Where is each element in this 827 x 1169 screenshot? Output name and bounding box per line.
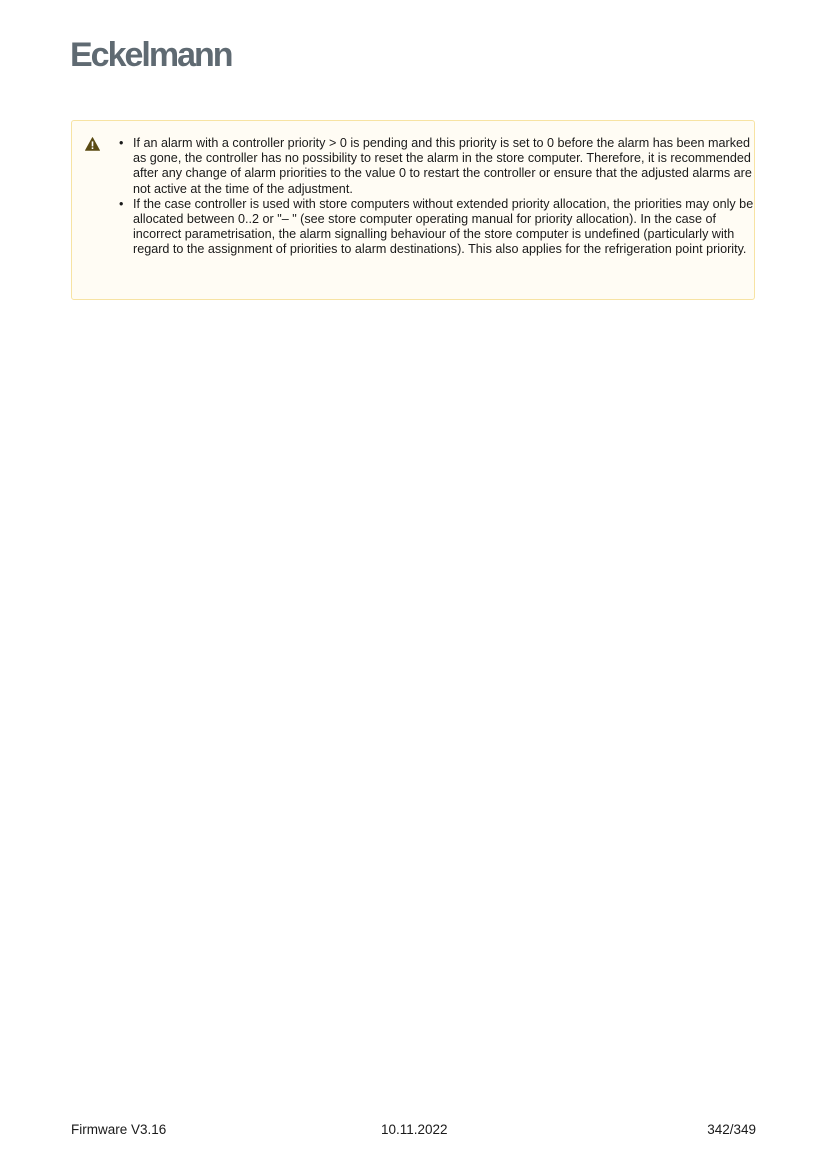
footer-date: 10.11.2022 [381,1122,448,1137]
warning-triangle-icon [85,137,100,151]
warning-text: If an alarm with a controller priority > 0 is pending and this priority is set to 0 before the alarm has been marked as gone, the controller has no possibility to reset the alarm in the store computer. Therefore, it is recommended after any change of alarm priorities to the value 0 to restart the controller or ensure that the adjusted alarms are not active at the time of the adjustment. [133,136,752,196]
bullet: • [119,196,124,211]
bullet: • [119,136,124,150]
warning-callout [71,120,755,300]
warning-text: If the case controller is used with store computers without extended priority allocation, the priorities may only be allocated between 0..2 or "– " (see store computer operating manual for priority allocation). In the case of incorrect parametrisation, the alarm signalling behaviour of the store computer is undefined (particularly with regard to the assignment of priorities to alarm destinations). This also applies for the refrigeration point priority. [133,196,754,257]
warning-list-item [119,136,759,197]
footer-page-number: 342/349 [707,1122,756,1137]
footer-firmware: Firmware V3.16 [71,1122,167,1137]
warning-list-item [119,196,759,258]
eckelmann-logo: Eckelmann [70,36,232,74]
warning-list [118,136,759,258]
